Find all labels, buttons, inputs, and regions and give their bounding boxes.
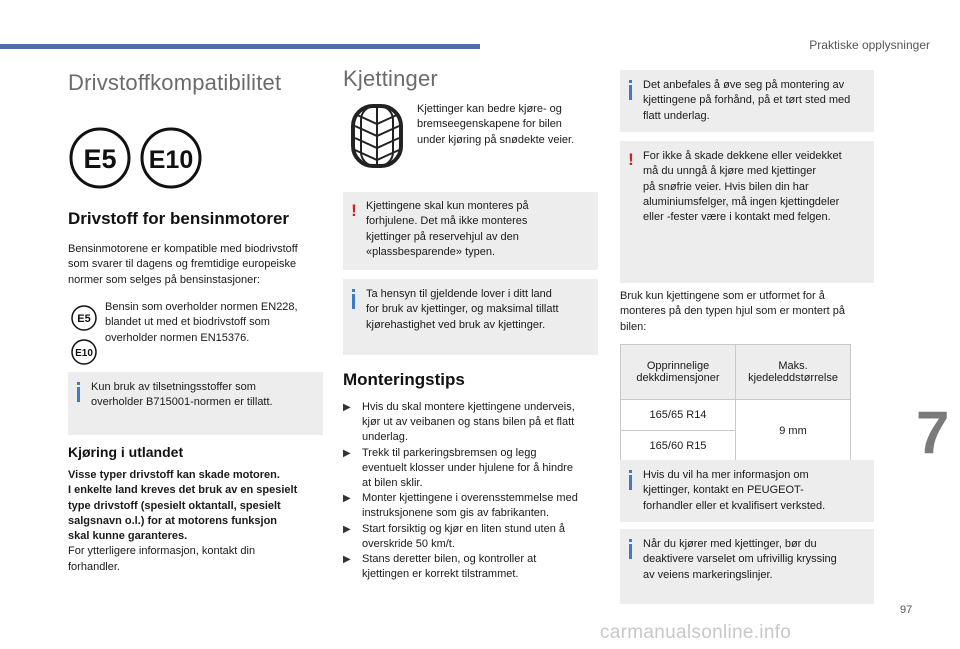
law-info-box: Ta hensyn til gjeldende lover i ditt land for bruk av kjettinger, og maksimal tillatt kjørehastighet ved bruk av kjettinger. bbox=[343, 279, 598, 355]
practice-info-box: Det anbefales å øve seg på montering av kjettingene på forhånd, på et tørt sted med flatt underlag. bbox=[620, 70, 874, 132]
e5-small-badge-icon bbox=[72, 306, 96, 330]
section-title: Praktiske opplysninger bbox=[809, 38, 930, 52]
norms-text: Bensin som overholder normen EN228, blandet ut med et biodrivstoff som overholder normen EN15376. bbox=[105, 301, 298, 344]
chain-size-table bbox=[620, 344, 851, 462]
arrow-bullet-icon: ▶ bbox=[343, 402, 351, 413]
arrow-bullet-icon: ▶ bbox=[343, 523, 351, 535]
snowfree-warning-box: ! For ikke å skade dekkene eller veidekket må du unngå å kjøre med kjettinger på snøfrie veier. Hvis bilen din har aluminiumsfelger, må ingen kjettingdeler eller -fester være i kontakt med felgen. bbox=[620, 141, 874, 283]
info-icon bbox=[74, 382, 84, 402]
list-item: ▶ Hvis du skal montere kjettingene underveis, kjør ut av veibanen og stans bilen på et flatt underlag. bbox=[343, 401, 575, 444]
chapter-number: 7 bbox=[916, 399, 950, 466]
info-icon bbox=[626, 539, 636, 559]
e10-small-badge-icon bbox=[72, 340, 96, 364]
warning-icon: ! bbox=[351, 201, 357, 220]
warning-icon: ! bbox=[628, 150, 634, 169]
table-cell-max-size: 9 mm bbox=[736, 400, 851, 462]
dealer-info-box: Hvis du vil ha mer informasjon om kjettinger, kontakt en PEUGEOT- forhandler eller et kvalifisert verksted. bbox=[620, 460, 874, 522]
tips-list bbox=[343, 400, 603, 582]
svg-text:E5: E5 bbox=[83, 144, 117, 174]
small-badges bbox=[68, 305, 100, 367]
arrow-bullet-icon: ▶ bbox=[343, 493, 351, 505]
arrow-bullet-icon: ▶ bbox=[343, 554, 351, 566]
header-accent-bar bbox=[0, 44, 480, 49]
table-cell: 165/65 R14 bbox=[621, 400, 736, 431]
e5-badge-icon bbox=[71, 129, 129, 187]
chains-intro: Kjettinger kan bedre kjøre- og bremseegenskapene for bilen under kjøring på snødekte veier. bbox=[417, 103, 575, 146]
front-wheel-warning-box: ! Kjettingene skal kun monteres på forhjulene. Det må ikke monteres kjettinger på reservehjul av den «plassbesparende» typen. bbox=[343, 192, 598, 270]
table-header-tyre: Opprinnelige dekkdimensjoner bbox=[621, 345, 736, 400]
table-header-max: Maks. kjedeleddstørrelse bbox=[736, 345, 851, 400]
e10-badge-icon bbox=[142, 129, 200, 187]
watermark: carmanualsonline.info bbox=[600, 622, 792, 643]
arrow-bullet-icon: ▶ bbox=[343, 447, 351, 459]
page-number: 97 bbox=[900, 604, 913, 616]
snow-chain-icon bbox=[347, 102, 407, 170]
abroad-heading: Kjøring i utlandet bbox=[68, 444, 184, 460]
svg-text:E5: E5 bbox=[77, 313, 91, 325]
chains-title: Kjettinger bbox=[343, 66, 438, 91]
info-icon bbox=[349, 289, 359, 309]
petrol-intro: Bensinmotorene er kompatible med biodrivstoff som svarer til dagens og fremtidige europeiske normer som selges på bensinstasjoner: bbox=[68, 243, 298, 286]
tips-heading: Monteringstips bbox=[343, 370, 465, 389]
fuel-badges bbox=[68, 126, 208, 190]
svg-text:E10: E10 bbox=[148, 146, 194, 174]
info-icon bbox=[626, 80, 636, 100]
use-chains-text: Bruk kun kjettingene som er utformet for å monteres på den typen hjul som er montert på bilen: bbox=[620, 290, 846, 333]
table-cell: 165/60 R15 bbox=[621, 431, 736, 462]
abroad-text: Visse typer drivstoff kan skade motoren. I enkelte land kreves det bruk av en spesielt type drivstoff (spesielt oktantall, spesielt salgsnavn o.l.) for at motorens funksjon skal kunne garanteres. For ytterligere informasjon, kontakt din forhandler. bbox=[68, 469, 298, 573]
list-item: ▶ Start forsiktig og kjør en liten stund uten å overskride 50 km/t. bbox=[343, 522, 565, 550]
list-item: ▶ Monter kjettingene i overensstemmelse med instruksjonene som gis av fabrikanten. bbox=[343, 492, 578, 520]
list-item: ▶ Stans deretter bilen, og kontroller at kjettingen er korrekt tilstrammet. bbox=[343, 553, 537, 581]
additive-info-box: Kun bruk av tilsetningsstoffer som overholder B715001-normen er tillatt. bbox=[68, 372, 323, 435]
info-icon bbox=[626, 470, 636, 490]
fuel-compat-title: Drivstoffkompatibilitet bbox=[68, 70, 282, 95]
list-item: ▶ Trekk til parkeringsbremsen og legg eventuelt klosser under hjulene for å hindre at bilen sklir. bbox=[343, 446, 573, 490]
petrol-heading: Drivstoff for bensinmotorer bbox=[68, 209, 290, 228]
lane-warning-info-box: Når du kjører med kjettinger, bør du deaktivere varselet om ufrivillig kryssing av veiens markeringslinjer. bbox=[620, 529, 874, 604]
svg-text:E10: E10 bbox=[75, 348, 93, 359]
